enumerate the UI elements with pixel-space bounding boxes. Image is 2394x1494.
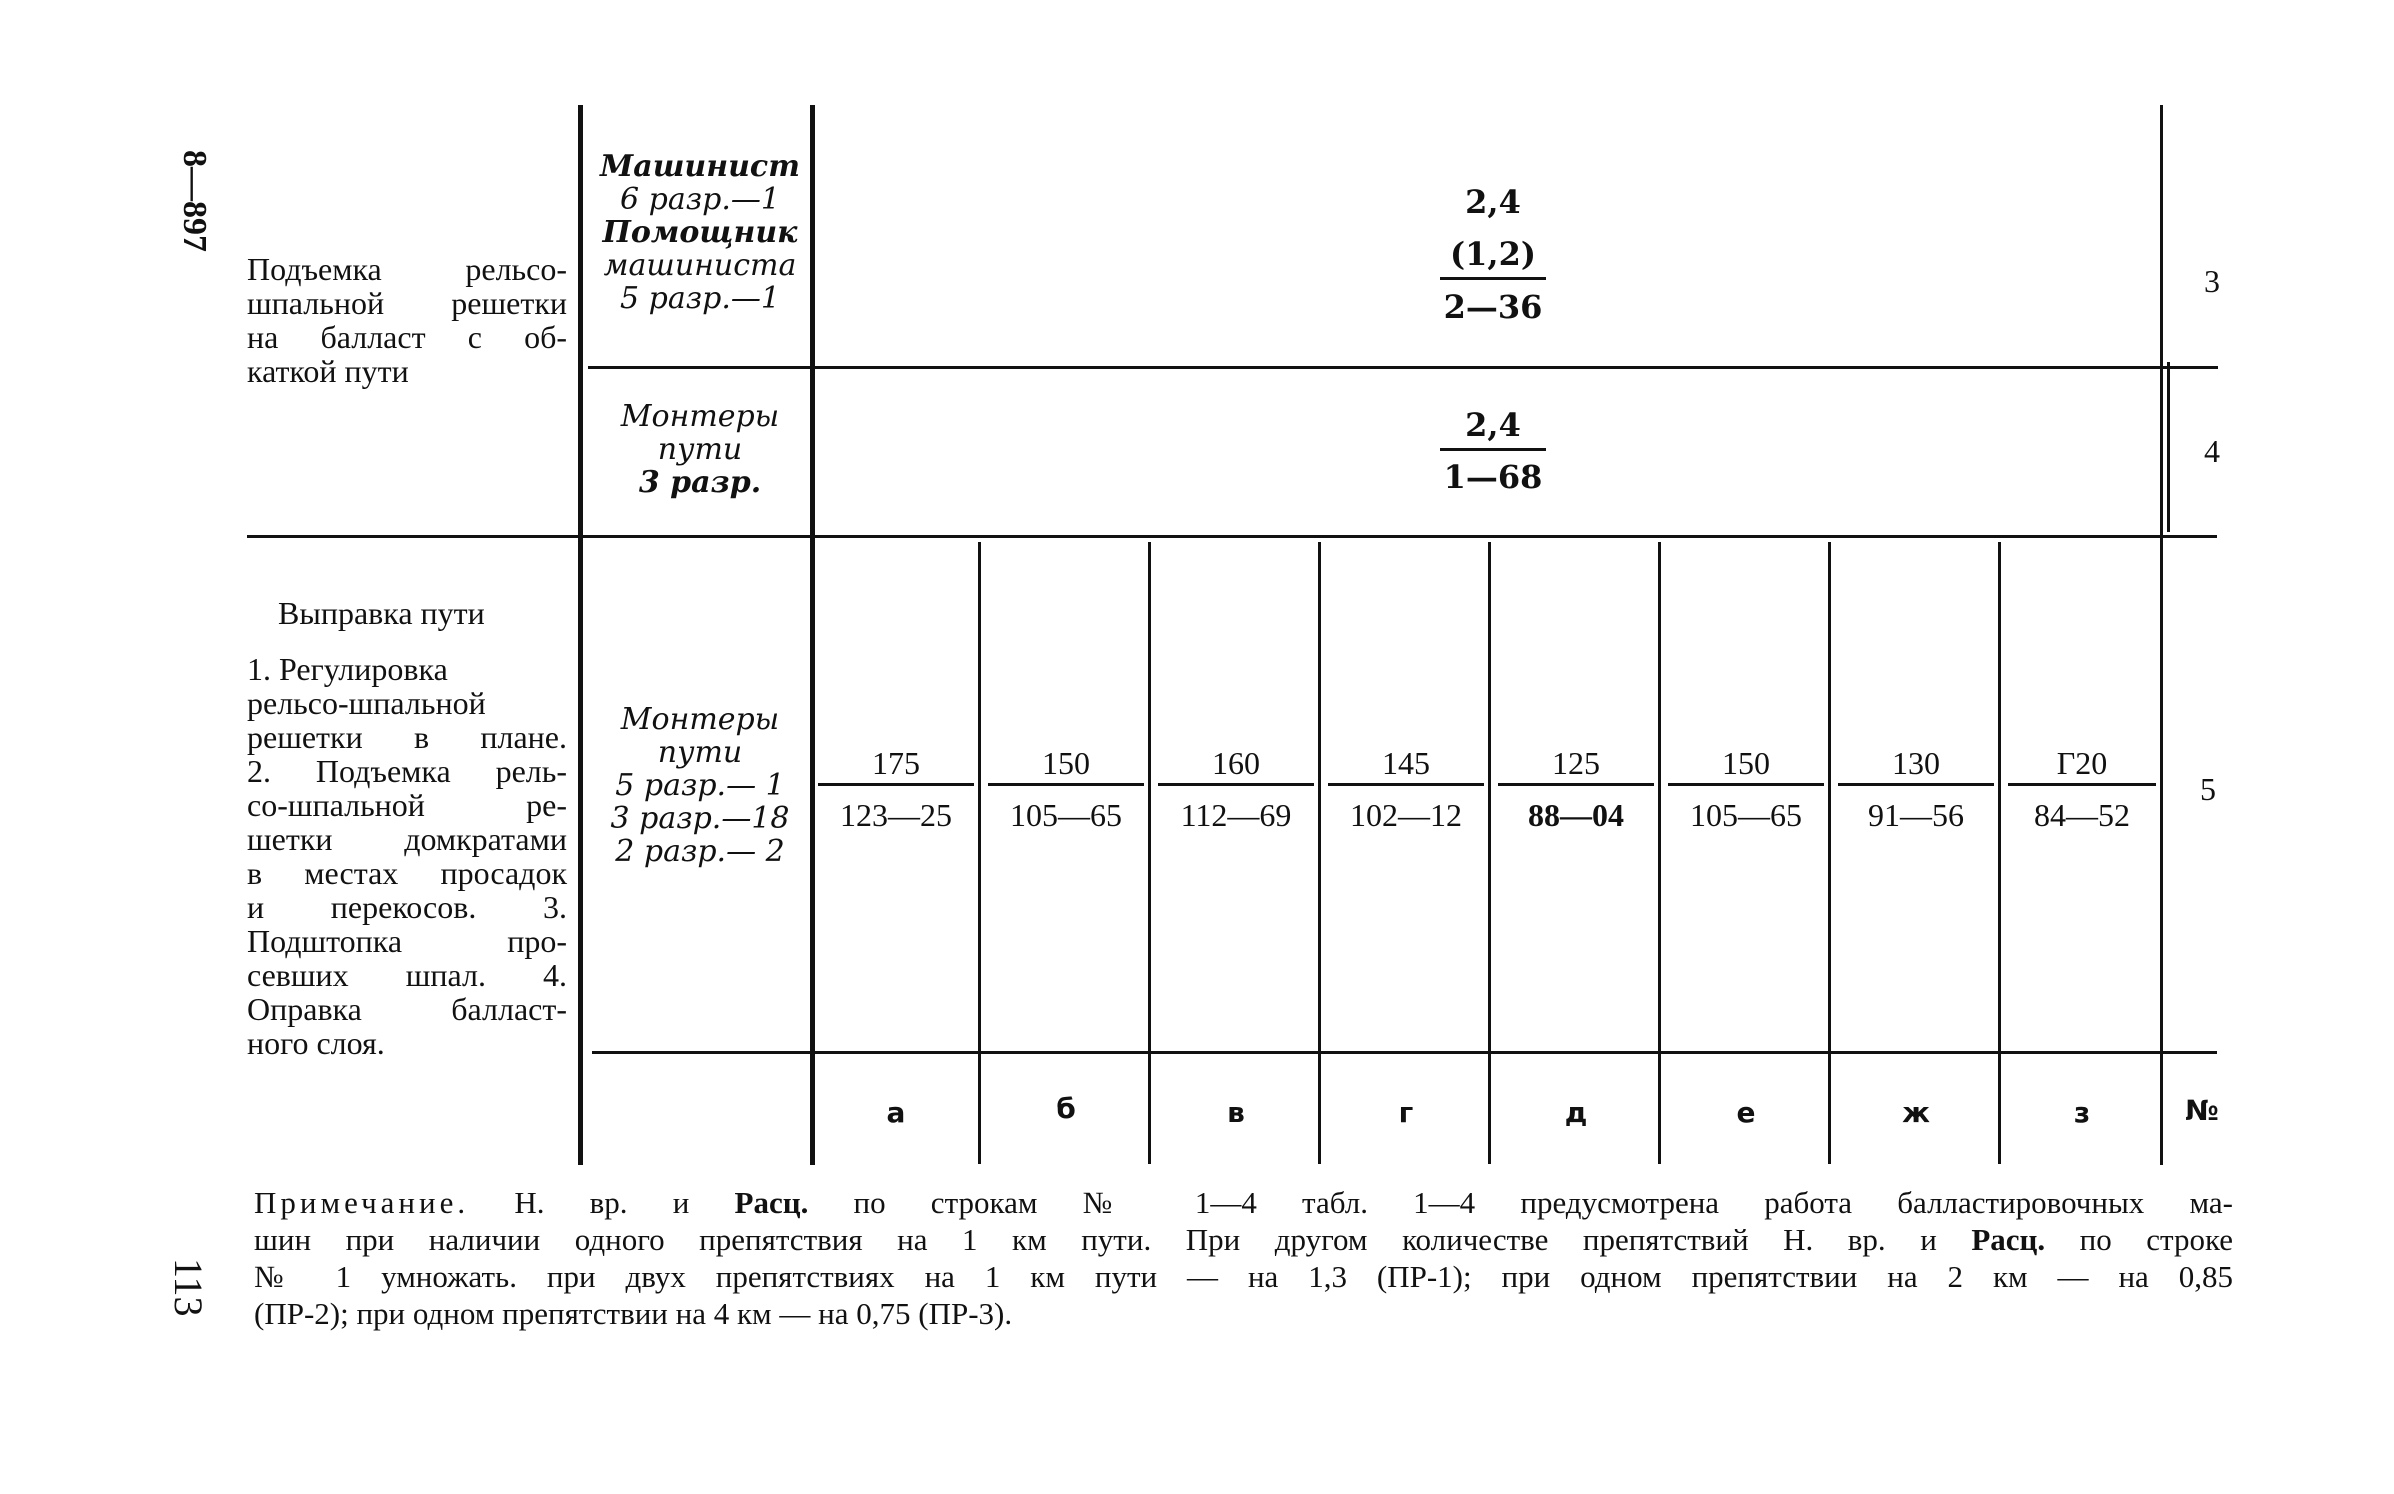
cell-g-price: 102—12 (1350, 797, 1462, 833)
staff-line: пути (657, 432, 743, 467)
description-line: Подштопка про- (247, 923, 567, 959)
row-4-time-norm: 2,4 (1465, 406, 1521, 444)
cell-e-time-norm: 150 (1722, 745, 1770, 781)
column-letter-e: е (1736, 1096, 1756, 1129)
staff-line: 3 разр.—18 (610, 801, 790, 836)
page-code-margin: 8—897 (176, 150, 213, 252)
description-line: 2. Подъемка рель- (247, 753, 567, 789)
row-number-4: 4 (2204, 433, 2220, 469)
cell-v-time-norm: 160 (1212, 745, 1260, 781)
description-line: Оправка балласт- (247, 991, 567, 1027)
cell-g-time-norm: 145 (1382, 745, 1430, 781)
cell-b-price: 105—65 (1010, 797, 1122, 833)
description-line: севших шпал. 4. (247, 957, 567, 993)
page-number-margin: 113 (166, 1258, 211, 1317)
cell-z-time-norm: Г20 (2056, 745, 2108, 781)
description-line: 1. Регулировка (247, 651, 448, 687)
column-letter-z: з (2073, 1096, 2091, 1129)
staff-line: Монтеры (620, 702, 780, 737)
cell-e-price: 105—65 (1690, 797, 1802, 833)
column-letter-g: г (1398, 1096, 1414, 1129)
description-line: Подъемка рельсо- (247, 251, 567, 287)
note-line (254, 1221, 2233, 1258)
row-3-staff (594, 150, 806, 315)
staff-line: 5 разр.—1 (620, 281, 780, 316)
cell-b-time-norm: 150 (1042, 745, 1090, 781)
row-3-price: 2—36 (1443, 288, 1543, 326)
description-line: шетки домкратами (247, 821, 567, 857)
cell-d-time-norm: 125 (1552, 745, 1600, 781)
column-letter-a: а (886, 1096, 906, 1129)
cell-zh-time-norm: 130 (1892, 745, 1940, 781)
staff-line: Монтеры (620, 399, 780, 434)
staff-line: 6 разр.—1 (620, 182, 780, 217)
note-text: по строке (2045, 1222, 2234, 1257)
table-note (254, 1184, 2233, 1332)
note-line: № 1 умножать. при двух препятствиях на 1 км пути — на 1,3 (ПР-1); при одном препятствии на 2 км — на 0,85 (254, 1259, 2233, 1294)
staff-line: машиниста (603, 248, 797, 283)
staff-line: Машинист (600, 149, 800, 184)
note-label: Примечание. (254, 1185, 470, 1220)
column-letter-b: б (1056, 1092, 1076, 1125)
cell-a-time-norm: 175 (872, 745, 920, 781)
row-3-time-norm-paren: (1,2) (1450, 235, 1536, 273)
description-line: рельсо-шпальной (247, 685, 486, 721)
description-line: каткой пути (247, 353, 409, 389)
cell-zh-price: 91—56 (1868, 797, 1964, 833)
column-letter-v: в (1227, 1096, 1245, 1129)
description-line: в местах просадок (247, 855, 567, 891)
description-line: решетки в плане. (247, 719, 567, 755)
note-line (254, 1184, 2233, 1221)
note-line: (ПР-2); при одном препятствии на 4 км — на 0,75 (ПР-3). (254, 1296, 1013, 1331)
note-text: Расц. (1971, 1222, 2046, 1257)
staff-line: 2 разр.— 2 (615, 834, 785, 869)
description-line: со-шпальной ре- (247, 787, 567, 823)
row-4-staff (594, 400, 806, 499)
staff-line: 5 разр.— 1 (615, 768, 785, 803)
description-line: шпальной решетки (247, 285, 567, 321)
cell-v-price: 112—69 (1180, 797, 1292, 833)
description-line: ного слоя. (247, 1025, 385, 1061)
number-column-header: № (2185, 1094, 2219, 1127)
cell-z-price: 84—52 (2034, 797, 2130, 833)
row-5-description (247, 652, 567, 1060)
note-text: Расц. (734, 1185, 809, 1220)
row-number-3: 3 (2204, 263, 2220, 299)
cell-a-price: 123—25 (840, 797, 952, 833)
description-line: и перекосов. 3. (247, 889, 567, 925)
row-number-5: 5 (2200, 771, 2216, 807)
row-4-price: 1—68 (1443, 458, 1543, 496)
row-5-staff (594, 703, 806, 868)
column-letter-d: д (1564, 1096, 1588, 1129)
note-text: Н. вр. и (469, 1185, 735, 1220)
description-line: на балласт с об- (247, 319, 567, 355)
row-5-title: Выправка пути (278, 595, 485, 631)
row-3-description (247, 252, 567, 388)
staff-line: 3 разр. (638, 465, 762, 500)
row-3-time-norm: 2,4 (1465, 183, 1521, 221)
staff-line: пути (657, 735, 743, 770)
note-text: шин при наличии одного препятствия на 1 км пути. При другом количестве препятствий Н. вр. и (254, 1222, 1972, 1257)
cell-d-price: 88—04 (1528, 797, 1624, 833)
staff-line: Помощник (602, 215, 798, 250)
column-letter-zh: ж (1902, 1096, 1930, 1129)
note-text: по строкам № 1—4 табл. 1—4 предусмотрена работа балластировочных ма- (808, 1185, 2233, 1220)
